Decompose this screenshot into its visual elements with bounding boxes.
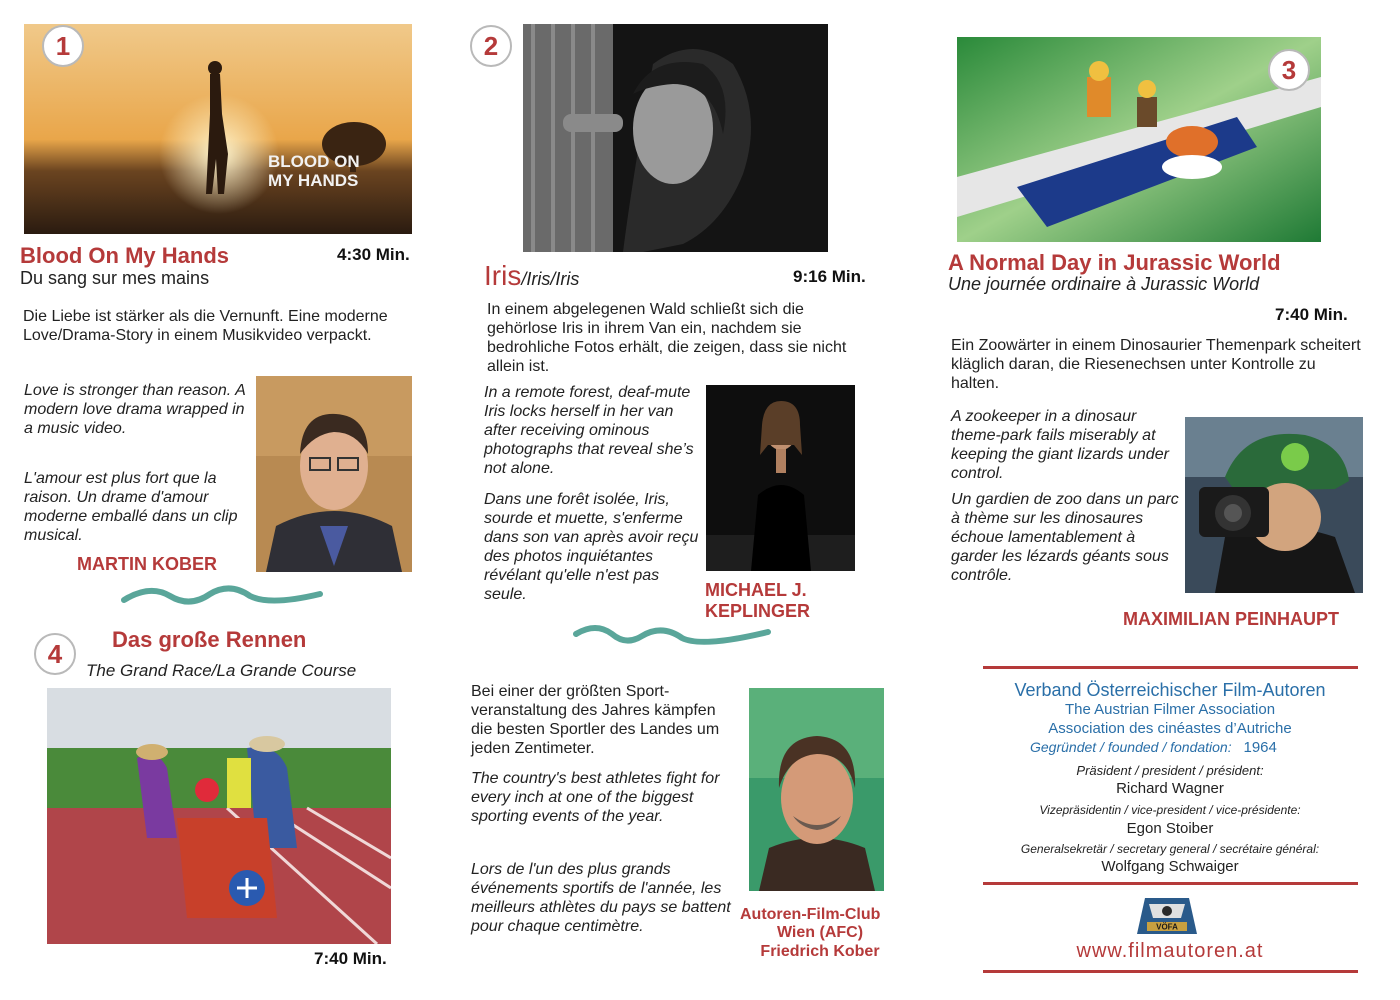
assoc-name-de: Verband Österreichischer Film-Autoren	[1014, 680, 1326, 700]
film2-title-suffix: /Iris/Iris	[521, 269, 580, 289]
film4-author-line3: Friedrich Kober	[760, 943, 880, 960]
film3-title: A Normal Day in Jurassic World	[948, 250, 1281, 275]
film2-title: Iris	[484, 260, 522, 291]
squiggle-divider-middle	[572, 620, 772, 654]
voefa-logo-icon	[1135, 894, 1199, 936]
film2-author-name-line2: KEPLINGER	[705, 601, 811, 621]
film4-duration: 7:40 Min.	[314, 949, 387, 968]
film3-number-badge: 3	[1268, 49, 1310, 91]
film3-still	[957, 37, 1321, 242]
voefa-logo-text: VÖFA	[1156, 922, 1178, 932]
film1-description-en: Love is stronger than reason. A modern love drama wrapped in a music video.	[24, 382, 246, 437]
film3-description-de: Ein Zoowärter in einem Dinosaurier Themenpark scheitert kläglich daran, die Riesenechsen unter Kontrolle zu halten.	[951, 337, 1361, 392]
film4-author-line1: Autoren-Film-Club	[740, 906, 881, 923]
film4-author-line2: Wien (AFC)	[776, 924, 864, 941]
assoc-president-name: Richard Wagner	[1116, 780, 1224, 797]
assoc-vice-label: Vizepräsidentin / vice-president / vice-présidente:	[1039, 803, 1301, 817]
film2-duration: 9:16 Min.	[793, 267, 866, 286]
squiggle-divider-left	[120, 580, 325, 614]
film3-description-en: A zookeeper in a dinosaur theme-park fails miserably at keeping the giant lizards under control.	[951, 408, 1169, 482]
film4-author-photo	[749, 688, 884, 891]
assoc-secretary-name: Wolfgang Schwaiger	[1101, 858, 1239, 875]
film4-description-de: Bei einer der größten Sport-veranstaltung des Jahres kämpfen die besten Sportler des Landes um jeden Zentimeter.	[471, 683, 720, 757]
film2-author-photo	[706, 385, 855, 571]
assoc-president-label: Präsident / president / président:	[1076, 763, 1264, 778]
assoc-founded-year: 1964	[1243, 739, 1277, 756]
film2-still	[523, 24, 828, 252]
assoc-vice-name: Egon Stoiber	[1126, 820, 1214, 837]
assoc-website-link[interactable]: www.filmautoren.at	[1076, 940, 1264, 962]
film1-author-name: MARTIN KOBER	[77, 554, 217, 574]
assoc-name-fr: Association des cinéastes d’Autriche	[1048, 720, 1292, 737]
assoc-founded-label: Gegründet / founded / fondation:	[1030, 739, 1232, 755]
film4-number-badge: 4	[34, 633, 76, 675]
film2-description-de: In einem abgelegenen Wald schließt sich die gehörlose Iris in ihrem Van ein, nachdem sie bedrohliche Fotos erhält, die zeigen, dass sie nicht allein ist.	[487, 301, 847, 375]
film4-description-en: The country's best athletes fight for every inch at one of the biggest sporting events of the year.	[471, 770, 720, 825]
film4-title: Das große Rennen	[112, 627, 307, 652]
film1-poster-title: BLOOD ON MY HANDS	[268, 152, 360, 190]
film4-still	[47, 688, 391, 944]
film2-description-en: In a remote forest, deaf-mute Iris locks herself in her van after receiving ominous photographs that reveal she’s not alone.	[484, 384, 694, 477]
film3-author-name: MAXIMILIAN PEINHAUPT	[1123, 609, 1339, 629]
film1-author-photo	[256, 376, 412, 572]
film2-description-fr: Dans une forêt isolée, Iris, sourde et muette, s'enferme dans son van après avoir reçu des photos inquiétantes révélant qu'elle n'est pas seule.	[484, 491, 699, 603]
film3-subtitle: Une journée ordinaire à Jurassic World	[948, 274, 1260, 294]
assoc-middle-rule	[983, 882, 1358, 885]
assoc-top-rule	[983, 666, 1358, 669]
film3-description-fr: Un gardien de zoo dans un parc à thème sur les dinosaures échoue lamentablement à garder les lézards géants sous contrôle.	[951, 491, 1179, 584]
assoc-bottom-rule	[983, 970, 1358, 973]
film1-number-badge: 1	[42, 25, 84, 67]
assoc-founded-row	[1030, 739, 1277, 756]
film2-author-name-line1: MICHAEL J.	[705, 580, 807, 600]
film1-description-fr: L'amour est plus fort que la raison. Un drame d'amour moderne emballé dans un clip musical.	[24, 470, 238, 544]
assoc-name-en: The Austrian Filmer Association	[1064, 701, 1276, 718]
film1-poster	[24, 24, 412, 234]
film4-description-fr: Lors de l'un des plus grands événements sportifs de l'année, les meilleurs athlètes du pays se battent pour chaque centimètre.	[471, 861, 731, 935]
film1-duration: 4:30 Min.	[337, 245, 410, 264]
film1-description-de: Die Liebe ist stärker als die Vernunft. Eine moderne Love/Drama-Story in einem Musikvideo verpackt.	[23, 308, 388, 344]
film4-subtitle: The Grand Race/La Grande Course	[86, 661, 357, 680]
film1-subtitle: Du sang sur mes mains	[20, 268, 210, 288]
film3-author-photo	[1185, 417, 1363, 593]
film1-title: Blood On My Hands	[20, 243, 229, 268]
assoc-secretary-label: Generalsekretär / secretary general / secrétaire général:	[1020, 842, 1320, 856]
film3-duration: 7:40 Min.	[1275, 305, 1348, 324]
film2-title-row	[484, 260, 579, 292]
film2-number-badge: 2	[470, 25, 512, 67]
